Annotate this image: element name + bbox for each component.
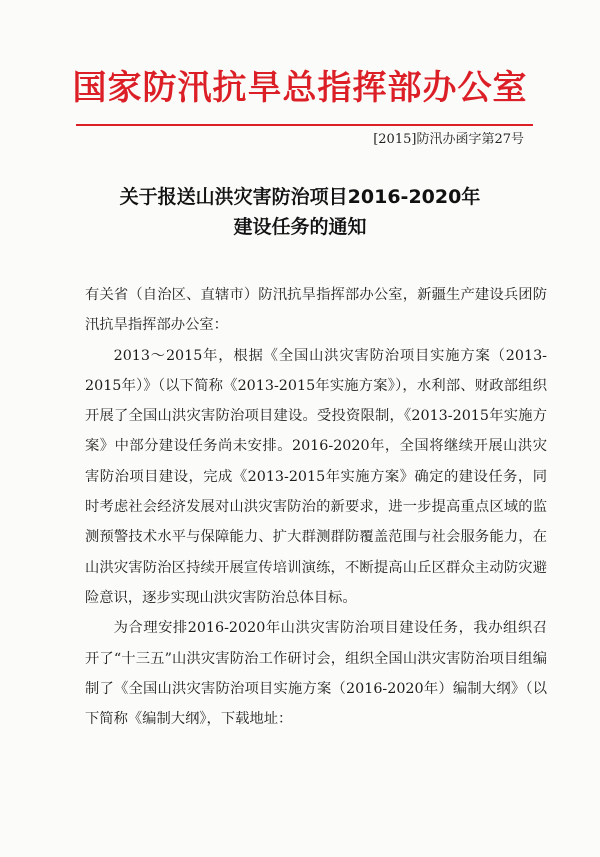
body-paragraph-2: 为合理安排2016-2020年山洪灾害防治项目建设任务，我办组织召开了“十三五”山洪灾害防治工作研讨会，组织全国山洪灾害防治项目组编制了《全国山洪灾害防治项目实施方案（2016-2020年）编制大纲》（以下简称《编制大纲》，下载地址： — [85, 620, 547, 728]
title-line-2: 建设任务的通知 — [233, 216, 367, 238]
title-line-1: 关于报送山洪灾害防治项目2016-2020年 — [119, 186, 481, 208]
letterhead-red-rule — [76, 124, 533, 126]
document-title — [0, 182, 600, 242]
body-paragraph-1: 2013～2015年，根据《全国山洪灾害防治项目实施方案（2013-2015年）》（以下简称《2013-2015年实施方案》），水利部、财政部组织开展了全国山洪灾害防治项目建设。受投资限制，《2013-2015年实施方案》中部分建设任务尚未安排。2016-2020年，全国将继续开展山洪灾害防治项目建设，完成《2013-2015年实施方案》确定的建设任务，同时考虑社会经济发展对山洪灾害防治的新要求，进一步提高重点区域的监测预警技术水平与保障能力、扩大群测群防覆盖范围与社会服务能力，在山洪灾害防治区持续开展宣传培训演练，不断提高山丘区群众主动防灾避险意识，逐步实现山洪灾害防治总体目标。 — [85, 347, 547, 606]
salutation: 有关省（自治区、直辖市）防汛抗旱指挥部办公室，新疆生产建设兵团防汛抗旱指挥部办公室： — [85, 287, 547, 334]
document-body — [85, 280, 547, 734]
letterhead-org-name: 国家防汛抗旱总指挥部办公室 — [72, 68, 528, 108]
document-number: [2015]防汛办函字第27号 — [373, 132, 524, 147]
